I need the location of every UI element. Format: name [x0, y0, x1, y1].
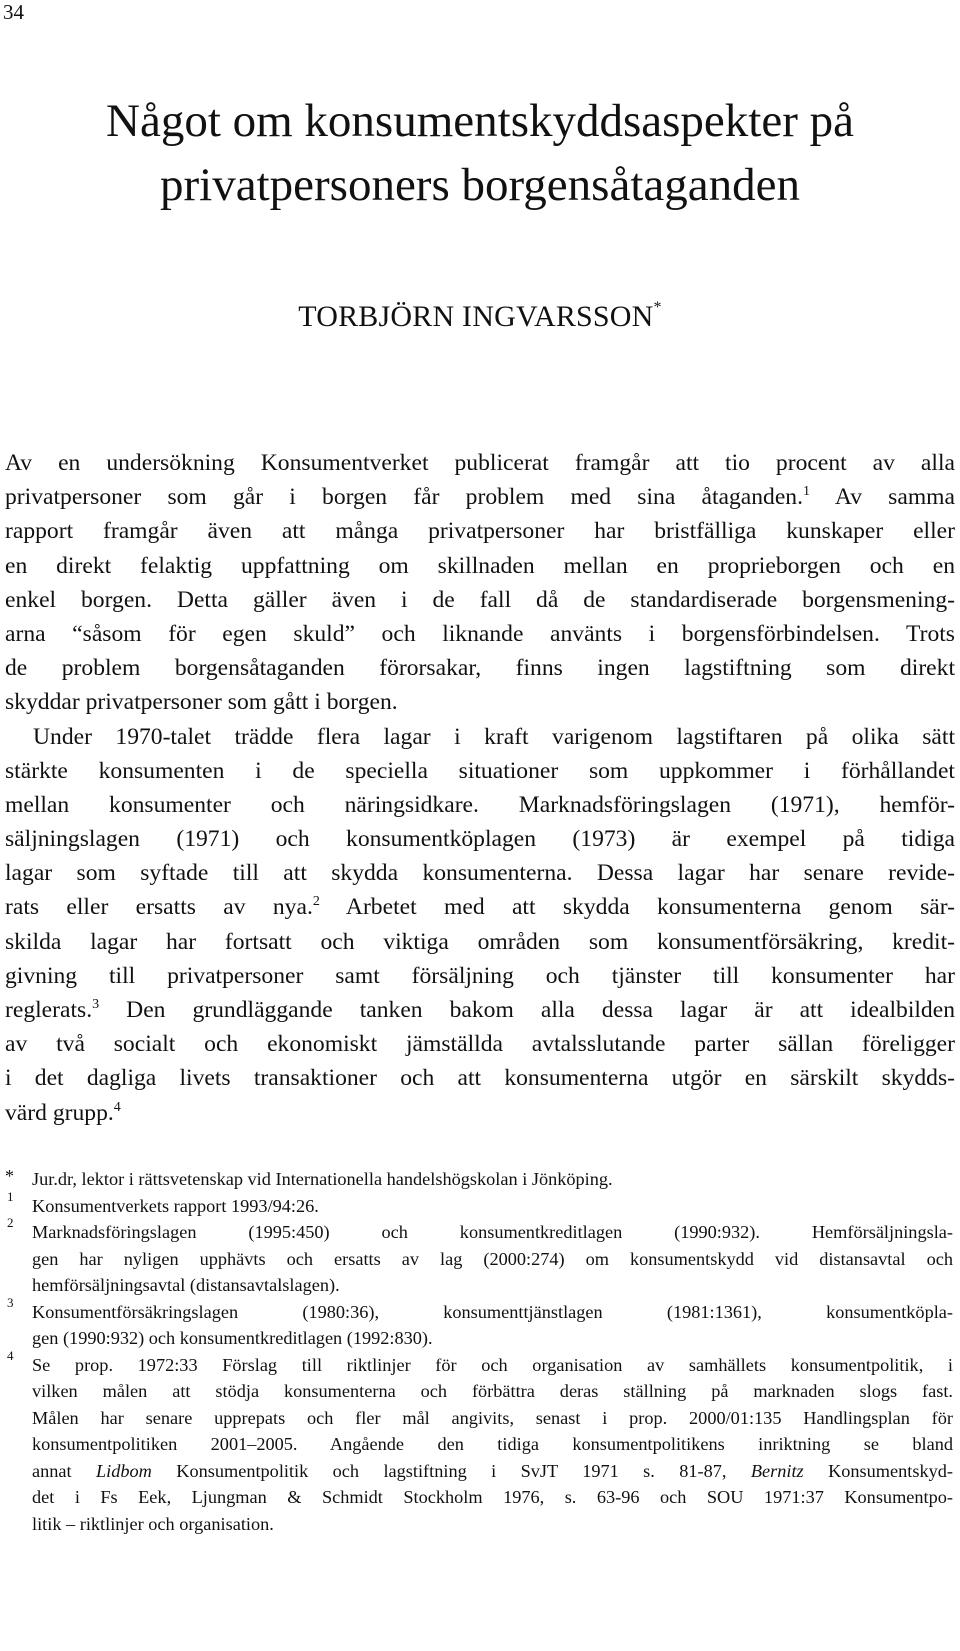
body-text-segment: Arbetet med att skydda konsumenterna genom sär- [345, 894, 955, 921]
article-body [5, 446, 955, 1130]
footnote-mark: 4 [7, 1347, 14, 1363]
footnote-1 [5, 1188, 953, 1220]
body-line: av två socialt och ekonomiskt jämställda avtalsslutande parter sällan föreligger [5, 1031, 955, 1058]
footnote-mark: 2 [7, 1215, 14, 1230]
footnote-line [32, 1458, 953, 1485]
footnote-line: hemförsäljningsavtal (distansavtalslagen). [32, 1275, 340, 1295]
body-line: skyddar privatpersoner som gått i borgen. [5, 689, 398, 716]
footnote-mark: 3 [7, 1294, 14, 1310]
body-line: stärkte konsumenten i de speciella situationer som uppkommer i förhållandet [5, 757, 955, 784]
title-line: privatpersoners borgensåtaganden [160, 159, 800, 211]
body-line: mellan konsumenter och näringsidkare. Marknadsföringslagen (1971), hemför- [5, 791, 955, 818]
footnote-ref: 2 [312, 894, 320, 910]
footnote-line: Marknadsföringslagen (1995:450) och konsumentkreditlagen (1990:932). Hemförsäljningsla- [32, 1222, 953, 1242]
body-line: enkel borgen. Detta gäller även i de fall då de standardiserade borgensmening- [5, 586, 955, 613]
footnote-2 [5, 1215, 953, 1299]
footnote-mark: 1 [7, 1188, 14, 1204]
author-footnote-marker: * [653, 299, 662, 316]
page-number: 34 [3, 0, 24, 24]
body-line: skilda lagar har fortsatt och viktiga områden som konsumentförsäkring, kredit- [5, 928, 955, 955]
author-text: TORBJÖRN INGVARSSON [298, 300, 654, 333]
footnote-line: gen har nyligen upphävts och ersatts av lag (2000:274) om konsumentskydd vid distansavtal och [32, 1248, 953, 1269]
footnote-line: konsumentpolitiken 2001–2005. Angående den tidiga konsumentpolitikens inriktning se bland [32, 1434, 953, 1454]
footnote-ref: 1 [803, 484, 811, 500]
footnote-text-segment: Konsumentpolitik och lagstiftning i SvJT 1971 s. 81-87, [176, 1460, 727, 1481]
body-text-segment: privatpersoner som går i borgen får problem med sina åtaganden. [5, 484, 804, 511]
footnote-text-segment: annat [32, 1460, 72, 1481]
footnote-line: Se prop. 1972:33 Förslag till riktlinjer för och organisation av samhällets konsumentpolitik, i [32, 1354, 953, 1375]
cited-author: Lidbom [95, 1460, 152, 1481]
body-line: lagar som syftade till att skydda konsumenterna. Dessa lagar har senare revide- [5, 860, 955, 887]
footnote-ref: 3 [92, 997, 100, 1012]
body-line: Under 1970-talet trädde flera lagar i kraft varigenom lagstiftaren på olika sätt [33, 723, 955, 750]
body-line [5, 890, 955, 924]
body-line: rapport framgår även att många privatpersoner har bristfälliga kunskaper eller [5, 518, 955, 545]
body-line [5, 1096, 955, 1130]
body-line [5, 480, 955, 514]
footnote-line: litik – riktlinjer och organisation. [32, 1513, 274, 1534]
footnote-line: Konsumentförsäkringslagen (1980:36), konsumenttjänstlagen (1981:1361), konsumentköpla- [32, 1301, 953, 1322]
body-text-segment: rats eller ersatts av nya. [5, 894, 313, 921]
body-text-segment: Av samma [834, 484, 956, 511]
body-line: säljningslagen (1971) och konsumentköplagen (1973) är exempel på tidiga [5, 826, 955, 853]
cited-author: Bernitz [750, 1460, 804, 1481]
body-line: en direkt felaktig uppfattning om skillnaden mellan en proprieborgen och en [5, 552, 955, 579]
title-line: Något om konsumentskyddsaspekter på [106, 95, 854, 147]
footnote-line: gen (1990:932) och konsumentkreditlagen (1992:830). [32, 1328, 433, 1348]
body-line: arna “såsom för egen skuld” och liknande använts i borgensförbindelsen. Trots [5, 620, 955, 647]
footnote-text-segment: Konsumentskyd- [828, 1460, 953, 1481]
body-line: de problem borgensåtaganden förorsakar, finns ingen lagstiftning som direkt [5, 655, 955, 682]
body-line: givning till privatpersoner samt försäljning och tjänster till konsumenter har [5, 962, 955, 989]
body-text-segment: Den grundläggande tanken bakom alla dessa lagar är att idealbilden [126, 997, 956, 1023]
body-line: i det dagliga livets transaktioner och att konsumenterna utgör en särskilt skydds- [5, 1065, 955, 1092]
footnote-3 [5, 1294, 953, 1352]
footnotes-section [5, 1166, 953, 1537]
footnote-line: Jur.dr, lektor i rättsvetenskap vid Internationella handelshögskolan i Jönköping. [32, 1169, 613, 1189]
footnote-line: Konsumentverkets rapport 1993/94:26. [32, 1195, 319, 1216]
article-title [0, 89, 960, 217]
body-text-segment: reglerats. [5, 997, 93, 1023]
body-line: Av en undersökning Konsumentverket publicerat framgår att tio procent av alla [5, 450, 955, 476]
footnote-author [5, 1166, 953, 1193]
author-name [0, 290, 960, 335]
footnote-line: vilken målen att stödja konsumenterna och förbättra deras ställning på marknaden slogs fast. [32, 1381, 953, 1401]
footnote-mark: * [5, 1166, 14, 1186]
body-text-segment: värd grupp. [5, 1099, 114, 1126]
footnote-line: Målen har senare upprepats och fler mål angivits, senast i prop. 2000/01:135 Handlingsplan för [32, 1407, 953, 1428]
footnote-4 [5, 1347, 953, 1538]
body-line [5, 993, 955, 1027]
footnote-line: det i Fs Eek, Ljungman & Schmidt Stockholm 1976, s. 63-96 och SOU 1971:37 Konsumentpo- [32, 1487, 953, 1507]
footnote-ref: 4 [113, 1099, 121, 1115]
